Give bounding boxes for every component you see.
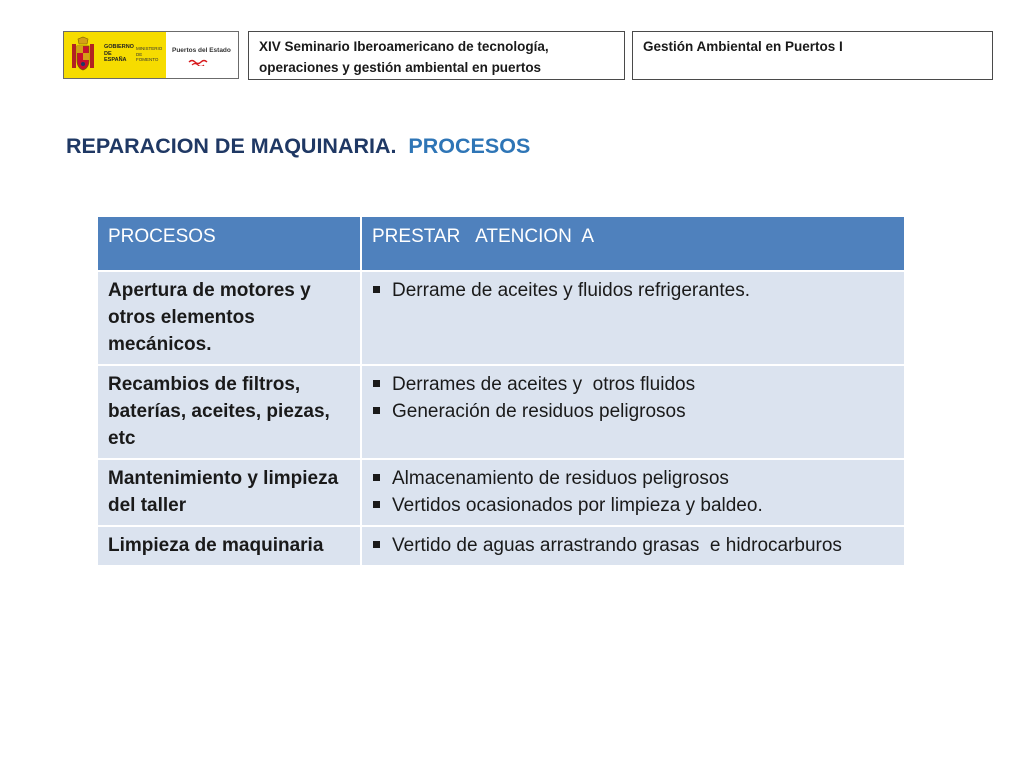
attention-cell <box>361 365 905 459</box>
puertos-logo <box>166 32 238 78</box>
event-title-box <box>248 31 625 80</box>
gobierno-text: GOBIERNO DE ESPAÑA <box>104 44 134 63</box>
list-item-text: Derrame de aceites y fluidos refrigerantes. <box>392 280 750 301</box>
course-title: Gestión Ambiental en Puertos I <box>643 39 843 54</box>
column-header-procesos: PROCESOS <box>97 216 361 271</box>
gobierno-logo <box>64 32 166 78</box>
event-title-line2: operaciones y gestión ambiental en puertos <box>259 60 542 75</box>
slide-title <box>66 134 530 159</box>
list-item <box>372 532 894 559</box>
course-title-box <box>632 31 993 80</box>
attention-list <box>372 371 894 425</box>
table-row <box>97 459 905 526</box>
attention-cell <box>361 459 905 526</box>
bullet-square-icon <box>373 407 380 414</box>
table-row <box>97 365 905 459</box>
coat-of-arms-icon <box>68 36 98 74</box>
attention-list <box>372 465 894 519</box>
bullet-square-icon <box>373 474 380 481</box>
bullet-square-icon <box>373 380 380 387</box>
event-title-line1: XIV Seminario Iberoamericano de tecnología, <box>259 39 549 54</box>
table-header-row <box>97 216 905 271</box>
process-cell: Mantenimiento y limpieza del taller <box>97 459 361 526</box>
bullet-square-icon <box>373 286 380 293</box>
table-row <box>97 526 905 566</box>
list-item-text: Vertido de aguas arrastrando grasas e hidrocarburos <box>392 535 842 556</box>
ministerio-text: MINISTERIO DE FOMENTO <box>136 46 163 62</box>
slide-title-accent: PROCESOS <box>408 134 531 158</box>
process-cell: Recambios de filtros, baterías, aceites, piezas, etc <box>97 365 361 459</box>
attention-list <box>372 277 894 304</box>
column-header-atencion: PRESTAR ATENCION A <box>361 216 905 271</box>
list-item <box>372 371 894 398</box>
attention-list <box>372 532 894 559</box>
slide-title-main: REPARACION DE MAQUINARIA. <box>66 134 397 158</box>
process-cell: Limpieza de maquinaria <box>97 526 361 566</box>
list-item <box>372 492 894 519</box>
process-cell: Apertura de motores y otros elementos mecánicos. <box>97 271 361 365</box>
puertos-text: Puertos del Estado <box>172 47 231 54</box>
list-item <box>372 465 894 492</box>
wave-mark-icon <box>188 58 212 66</box>
list-item-text: Generación de residuos peligrosos <box>392 401 686 422</box>
bullet-square-icon <box>373 541 380 548</box>
institution-logo <box>63 31 239 79</box>
bullet-square-icon <box>373 501 380 508</box>
attention-cell <box>361 526 905 566</box>
list-item-text: Derrames de aceites y otros fluidos <box>392 374 696 395</box>
list-item <box>372 398 894 425</box>
processes-table <box>96 215 906 567</box>
list-item-text: Almacenamiento de residuos peligrosos <box>392 468 729 489</box>
list-item <box>372 277 894 304</box>
attention-cell <box>361 271 905 365</box>
list-item-text: Vertidos ocasionados por limpieza y baldeo. <box>392 495 763 516</box>
table-row <box>97 271 905 365</box>
